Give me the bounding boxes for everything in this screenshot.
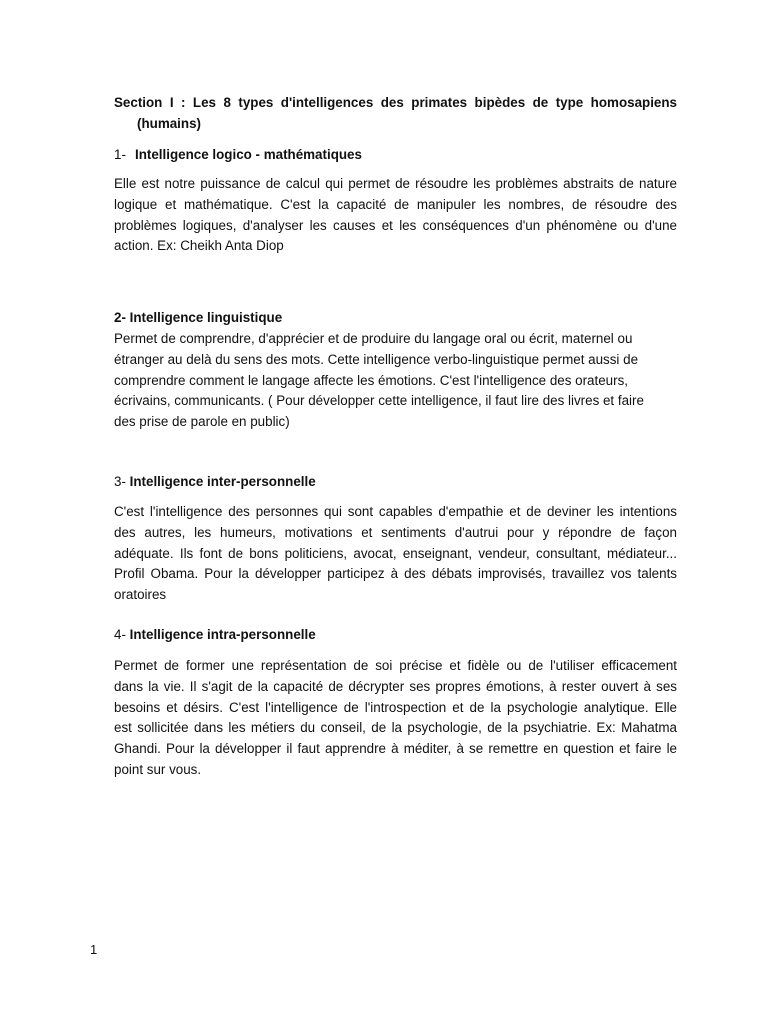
- paragraph-intra-personnelle: [114, 656, 677, 781]
- heading-label: Intelligence inter-personnelle: [129, 474, 316, 489]
- paragraph-line: écrivains, communicants. ( Pour développer cette intelligence, il faut lire des livres et faire: [114, 393, 644, 409]
- heading-prefix: 4-: [114, 627, 130, 642]
- paragraph-line: est sollicitée dans les métiers du conseil, de la psychologie, de la psychiatrie. Ex: Mahatma: [114, 720, 677, 736]
- paragraph-line: logique et mathématique. C'est la capacité de manipuler les nombres, de résoudre des: [114, 196, 677, 212]
- paragraph-line: Permet de comprendre, d'apprécier et de produire du langage oral ou écrit, maternel ou: [114, 331, 633, 346]
- paragraph-logico-mathematiques: [114, 174, 677, 257]
- heading-prefix: 3-: [114, 474, 130, 489]
- paragraph-line: oratoires: [114, 587, 167, 603]
- page-number: 1: [90, 942, 98, 957]
- paragraph-line: C'est l'intelligence des personnes qui sont capables d'empathie et de deviner les intentions: [114, 504, 677, 519]
- paragraph-line: problèmes logiques, d'analyser les causes et les conséquences d'un phénomène ou d'une: [114, 217, 677, 233]
- heading-number: 1-: [114, 147, 126, 162]
- heading-label: Intelligence intra-personnelle: [129, 627, 316, 642]
- heading-logico-mathematiques: [114, 145, 677, 166]
- heading-linguistique: 2- Intelligence linguistique: [114, 310, 283, 325]
- heading-inter-personnelle: [114, 472, 677, 493]
- paragraph-line: des prise de parole en public): [114, 414, 290, 430]
- paragraph-inter-personnelle: [114, 502, 677, 606]
- section-title: [114, 93, 677, 135]
- paragraph-line: besoins et désirs. C'est l'intelligence de l'introspection et de la psychologie analytique. Elle: [114, 699, 677, 715]
- section-title-line-1: Section I : Les 8 types d'intelligences des primates bipèdes de type homosapiens: [114, 95, 677, 110]
- paragraph-line: action. Ex: Cheikh Anta Diop: [114, 238, 284, 254]
- heading-intra-personnelle: [114, 625, 677, 646]
- heading-label: Intelligence logico - mathématiques: [135, 147, 362, 162]
- paragraph-line: Permet de former une représentation de soi précise et fidèle ou de l'utiliser efficacement: [114, 658, 677, 673]
- section-title-line-2: (humains): [137, 115, 201, 131]
- paragraph-line: dans la vie. Il s'agit de la capacité de décrypter ses propres émotions, à rester ouvert à ses: [114, 678, 677, 694]
- paragraph-line: étranger au delà du sens des mots. Cette intelligence verbo-linguistique permet aussi de: [114, 351, 639, 367]
- paragraph-line: des autres, les humeurs, motivations et sentiments d'autrui pour y répondre de façon: [114, 524, 677, 540]
- paragraph-line: adéquate. Ils font de bons politiciens, avocat, enseignant, vendeur, consultant, médiateur...: [114, 545, 677, 561]
- paragraph-line: Ghandi. Pour la développer il faut apprendre à méditer, à se remettre en question et faire le: [114, 741, 677, 757]
- paragraph-line: Elle est notre puissance de calcul qui permet de résoudre les problèmes abstraits de nature: [114, 176, 677, 191]
- paragraph-line: Profil Obama. Pour la développer participez à des débats improvisés, travaillez vos talents: [114, 566, 677, 582]
- paragraph-linguistique: [114, 329, 677, 433]
- paragraph-line: comprendre comment le langage affecte les émotions. C'est l'intelligence des orateurs,: [114, 372, 628, 388]
- paragraph-line: point sur vous.: [114, 761, 202, 777]
